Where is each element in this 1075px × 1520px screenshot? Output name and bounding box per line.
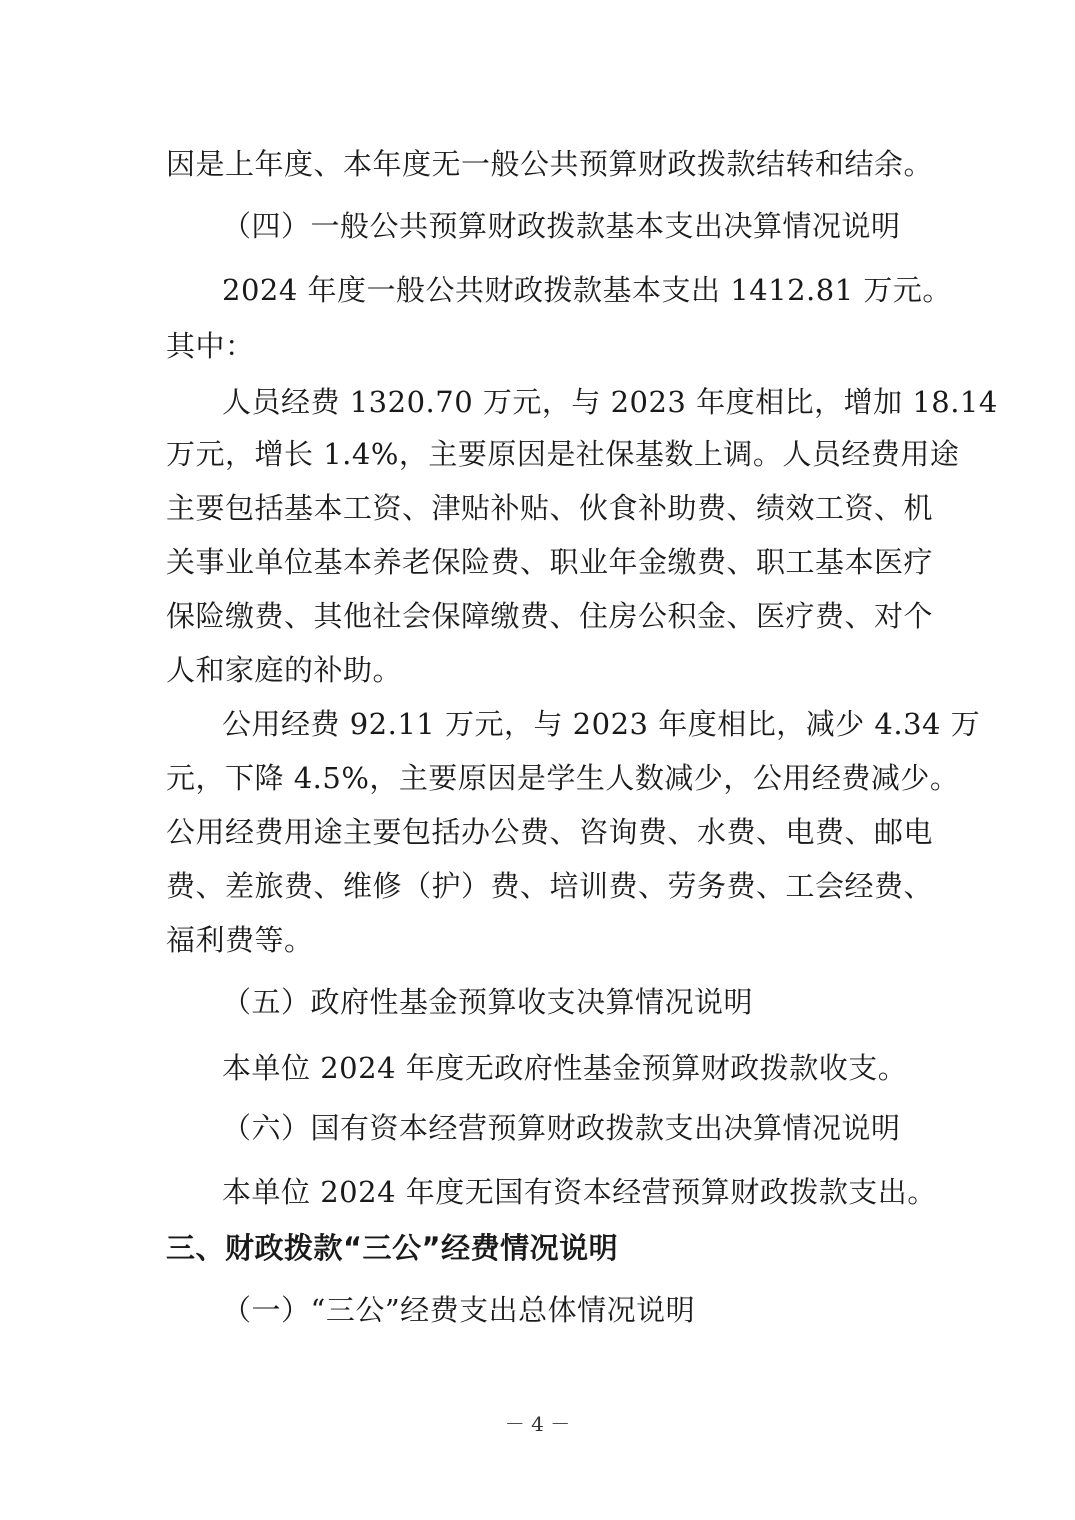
paragraph-public-expense-cont: 公用经费用途主要包括办公费、咨询费、水费、电费、邮电 <box>166 815 934 849</box>
paragraph-public-expense-cont: 福利费等。 <box>166 923 314 957</box>
section-heading-three-1: （一）“三公”经费支出总体情况说明 <box>222 1293 696 1327</box>
paragraph-public-expense-cont: 费、差旅费、维修（护）费、培训费、劳务费、工会经费、 <box>166 869 934 903</box>
paragraph-personnel-expense-cont: 人和家庭的补助。 <box>166 653 403 687</box>
section-heading-6: （六）国有资本经营预算财政拨款支出决算情况说明 <box>222 1111 901 1145</box>
paragraph-gov-fund: 本单位 2024 年度无政府性基金预算财政拨款收支。 <box>222 1051 908 1085</box>
section-heading-4: （四）一般公共预算财政拨款基本支出决算情况说明 <box>222 209 901 243</box>
section-heading-three: 三、财政拨款“三公”经费情况说明 <box>166 1231 619 1265</box>
paragraph-basic-expense-cont: 其中： <box>166 329 255 363</box>
paragraph-personnel-expense-cont: 主要包括基本工资、津贴补贴、伙食补助费、绩效工资、机 <box>166 491 934 525</box>
paragraph-personnel-expense-cont: 关事业单位基本养老保险费、职业年金缴费、职工基本医疗 <box>166 545 934 579</box>
page-number: － 4 － <box>504 1412 571 1436</box>
paragraph-public-expense: 公用经费 92.11 万元，与 2023 年度相比，减少 4.34 万 <box>222 707 981 741</box>
paragraph-basic-expense: 2024 年度一般公共财政拨款基本支出 1412.81 万元。 <box>222 273 952 307</box>
section-heading-5: （五）政府性基金预算收支决算情况说明 <box>222 985 754 1019</box>
paragraph-personnel-expense-cont: 万元，增长 1.4%，主要原因是社保基数上调。人员经费用途 <box>166 437 960 471</box>
paragraph-state-capital: 本单位 2024 年度无国有资本经营预算财政拨款支出。 <box>222 1175 937 1209</box>
paragraph-public-expense-cont: 元，下降 4.5%，主要原因是学生人数减少，公用经费减少。 <box>166 761 960 795</box>
paragraph-personnel-expense-cont: 保险缴费、其他社会保障缴费、住房公积金、医疗费、对个 <box>166 599 934 633</box>
paragraph-continuation: 因是上年度、本年度无一般公共预算财政拨款结转和结余。 <box>166 147 934 181</box>
paragraph-personnel-expense: 人员经费 1320.70 万元，与 2023 年度相比，增加 18.14 <box>222 385 998 419</box>
